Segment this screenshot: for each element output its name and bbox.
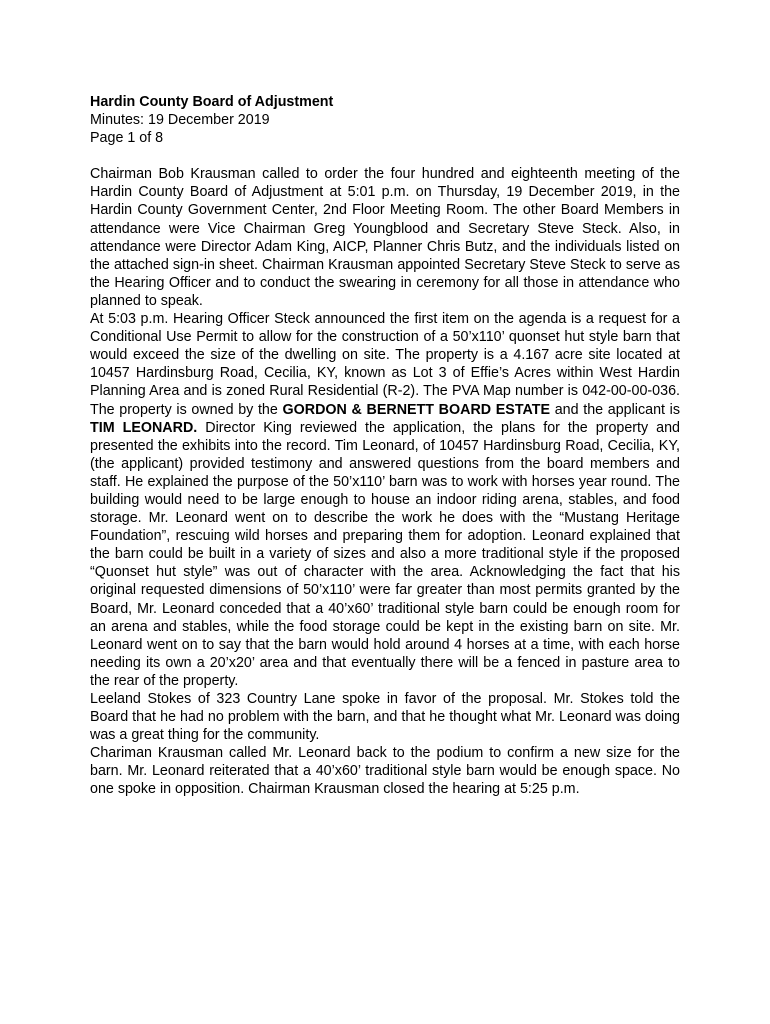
- document-header: [90, 93, 680, 147]
- paragraph-hearing-closed: Chariman Krausman called Mr. Leonard back to the podium to confirm a new size for the barn. Mr. Leonard reiterated that a 40’x60’ traditional style barn would be enough space. No one spoke in opposition. Chairman Krausman closed the hearing at 5:25 p.m.: [90, 745, 680, 798]
- paragraph-call-to-order: Chairman Bob Krausman called to order the four hundred and eighteenth meeting of the Hardin County Board of Adjustment at 5:01 p.m. on Thursday, 19 December 2019, in the Hardin County Government Center, 2nd Floor Meeting Room. The other Board Members in attendance were Vice Chairman Greg Youngblood and Secretary Steve Steck. Also, in attendance were Director Adam King, AICP, Planner Chris Butz, and the individuals listed on the attached sign-in sheet. Chairman Krausman appointed Secretary Steve Steck to serve as the Hearing Officer and to conduct the swearing in ceremony for all those in attendance who planned to speak.: [90, 166, 680, 309]
- page-number: Page 1 of 8: [90, 130, 164, 147]
- property-owner-name: GORDON & BERNETT BOARD ESTATE: [282, 401, 551, 418]
- document-title: Hardin County Board of Adjustment: [90, 94, 334, 110]
- paragraph-favor-testimony: Leeland Stokes of 323 Country Lane spoke in favor of the proposal. Mr. Stokes told the Board that he had no problem with the barn, and that he thought what Mr. Leonard was doing was a great thing for the community.: [90, 691, 680, 744]
- minutes-date: Minutes: 19 December 2019: [90, 112, 270, 129]
- paragraph-text-segment: and the applicant is: [550, 401, 680, 418]
- document-page: [90, 93, 680, 799]
- applicant-name: TIM LEONARD.: [90, 419, 198, 436]
- paragraph-conditional-use-hearing: [90, 310, 680, 690]
- paragraph-text-segment: At 5:03 p.m. Hearing Officer Steck announced the first item on the agenda is a request for a Conditional Use Permit to allow for the construction of a 50’x110’ quonset hut style barn that would exceed the size of the dwelling on site. The property is a 4.167 acre site located at 10457 Hardinsburg Road, Cecilia, KY, known as Lot 3 of Effie’s Acres within West Hardin Planning Area and is zoned Rural Residential (R-2). The PVA Map number is 042-00-00-036. The property is owned by the: [90, 311, 680, 418]
- paragraph-text-segment: Director King reviewed the application, the plans for the property and presented the exhibits into the record. Tim Leonard, of 10457 Hardinsburg Road, Cecilia, KY, (the applicant) provided testimony and answered questions from the board members and staff. He explained the purpose of the 50’x110’ barn was to work with horses year round. The building would need to be large enough to house an indoor riding arena, stables, and food storage. Mr. Leonard went on to describe the work he does with the “Mustang Heritage Foundation”, rescuing wild horses and preparing them for adoption. Leonard explained that the barn could be built in a variety of sizes and also a more traditional style if the proposed “Quonset hut style” was out of character with the area. Acknowledging the fact that his original requested dimensions of 50’x110’ were far greater than most permits granted by the Board, Mr. Leonard conceded that a 40’x60’ traditional style barn could be enough room for an arena and stables, while the food storage could be kept in the existing barn on site. Mr. Leonard went on to say that the barn would hold around 4 horses at a time, with each horse needing its own a 20’x20’ area and that eventually there will be a fenced in pasture area to the rear of the property.: [90, 419, 681, 689]
